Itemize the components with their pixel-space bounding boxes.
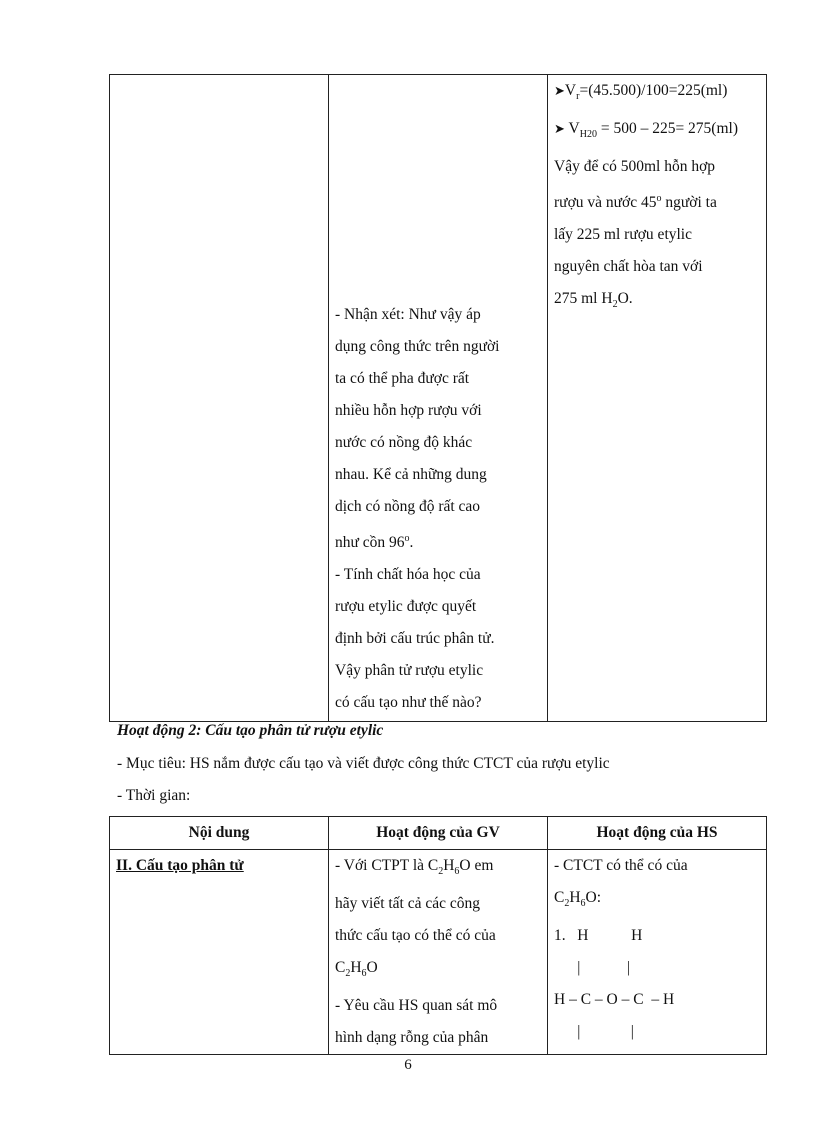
question-line: rượu etylic được quyết	[335, 598, 477, 615]
gv-line: O	[366, 959, 378, 976]
remark-line: - Nhận xét: Như vậy áp	[335, 306, 481, 323]
volume-water-calc: = 500 – 225= 275(ml)	[596, 120, 738, 137]
activity2-goal: - Mục tiêu: HS nắm được cấu tạo và viết được công thức CTCT của rượu etylic	[117, 755, 610, 772]
subscript: 6	[454, 866, 460, 877]
degree-mark: o	[404, 533, 410, 544]
section-title: II. Cấu tạo phân tử	[116, 857, 244, 874]
teacher-activity-cell	[329, 75, 548, 722]
structure-formula-line: | |	[554, 959, 630, 976]
table-row	[110, 850, 767, 1055]
question-line: có cấu tạo như thế nào?	[335, 694, 482, 711]
subscript: 2	[345, 968, 351, 979]
arrow-right-icon: ➤	[554, 83, 565, 98]
conclusion-line: Vậy để có 500ml hỗn hợp	[554, 158, 716, 175]
conclusion-end-2: O.	[617, 290, 633, 307]
remark-line: ta có thể pha được rất	[335, 370, 470, 387]
conclusion-line: nguyên chất hòa tan với	[554, 258, 703, 275]
subscript: 2	[612, 299, 618, 310]
gv-line: H	[350, 959, 362, 976]
activity2-table	[109, 816, 767, 1055]
volume-water-label: V	[568, 120, 580, 137]
header-student: Hoạt động của HS	[548, 817, 767, 850]
subscript: r	[576, 91, 580, 102]
gv-line: O em	[459, 857, 494, 874]
remark-line: nước có nồng độ khác	[335, 434, 473, 451]
activity1-table-continued	[109, 74, 767, 722]
header-teacher: Hoạt động của GV	[329, 817, 548, 850]
gv-line: hãy viết tất cả các công	[335, 895, 481, 912]
remark-line: nhau. Kể cả những dung	[335, 466, 487, 483]
student-activity-cell	[548, 75, 767, 722]
content-cell	[110, 850, 329, 1055]
content-cell	[110, 75, 329, 722]
teacher-activity-cell	[329, 850, 548, 1055]
hs-line: O:	[585, 889, 602, 906]
conclusion-tail: người ta	[661, 194, 717, 211]
subscript: 6	[361, 968, 367, 979]
gv-line: thức cấu tạo có thể có của	[335, 927, 496, 944]
subscript: 2	[564, 898, 570, 909]
degree-mark: o	[656, 193, 662, 204]
gv-line: - Yêu cầu HS quan sát mô	[335, 997, 498, 1014]
gv-line: hình dạng rỗng của phân	[335, 1029, 489, 1046]
volume-alcohol-calc: =(45.500)/100=225(ml)	[579, 82, 728, 99]
remark-line: dịch có nồng độ rất cao	[335, 498, 481, 515]
conclusion-end: 275 ml H	[554, 290, 613, 307]
question-line: - Tính chất hóa học của	[335, 566, 481, 583]
structure-formula-line: H – C – O – C – H	[554, 991, 675, 1008]
activity2-time: - Thời gian:	[117, 787, 191, 804]
hs-line: - CTCT có thể có của	[554, 857, 688, 874]
table-row	[110, 75, 767, 722]
subscript: 2	[438, 866, 444, 877]
gv-line: - Với CTPT là C	[335, 857, 439, 874]
hs-line: H	[569, 889, 581, 906]
subscript: 6	[580, 898, 586, 909]
subscript: H20	[579, 129, 597, 140]
remark-line: nhiều hỗn hợp rượu với	[335, 402, 482, 419]
arrow-right-icon: ➤	[554, 121, 565, 136]
volume-alcohol-label: V	[564, 82, 577, 99]
page-number: 6	[404, 1057, 412, 1073]
remark-last: như cồn 96	[335, 534, 405, 551]
table-header-row	[110, 817, 767, 850]
question-line: Vậy phân tử rượu etylic	[335, 662, 484, 679]
structure-formula-line: 1. H H	[554, 927, 643, 944]
activity2-heading: Hoạt động 2: Cấu tạo phân tử rượu etylic	[117, 722, 384, 739]
header-content: Nội dung	[110, 817, 329, 850]
student-activity-cell	[548, 850, 767, 1055]
structure-formula-line: | |	[554, 1023, 634, 1040]
conclusion-line: rượu và nước 45	[554, 194, 657, 211]
hs-line: C	[554, 889, 565, 906]
remark-line: dụng công thức trên người	[335, 338, 500, 355]
question-line: định bởi cấu trúc phân tử.	[335, 630, 495, 647]
conclusion-line: lấy 225 ml rượu etylic	[554, 226, 692, 243]
gv-line: C	[335, 959, 346, 976]
remark-end: .	[409, 534, 414, 551]
gv-line: H	[443, 857, 455, 874]
